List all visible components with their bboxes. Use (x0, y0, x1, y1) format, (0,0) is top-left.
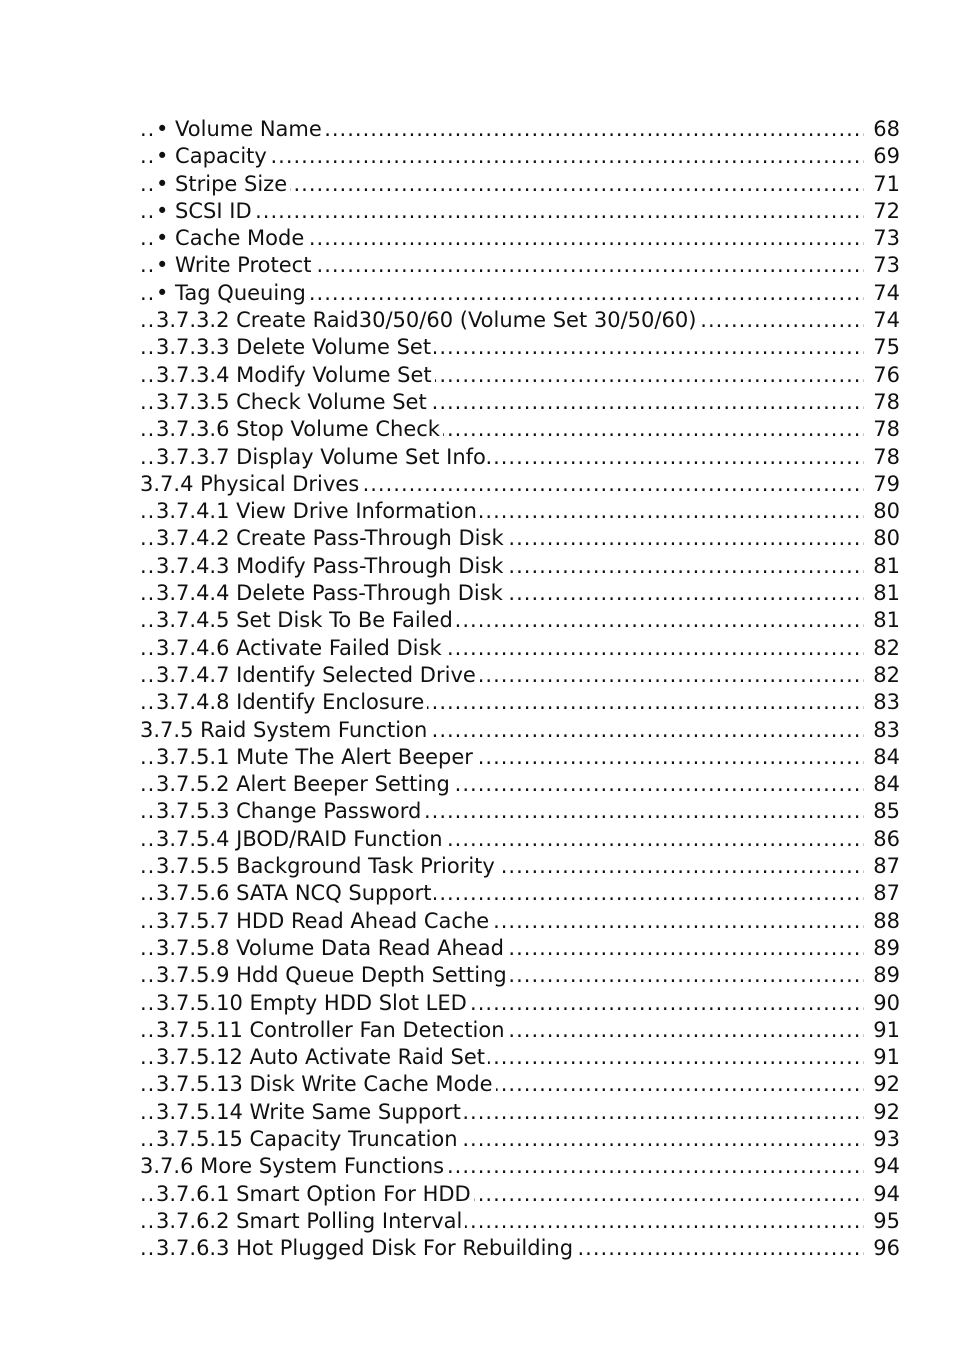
toc-entry[interactable] (140, 280, 900, 307)
toc-entry-page-number: 81 (869, 607, 900, 634)
toc-entry[interactable] (140, 1044, 900, 1071)
toc-entry-page-number: 82 (869, 635, 900, 662)
toc-entry[interactable] (140, 826, 900, 853)
toc-entry-page-number: 74 (869, 280, 900, 307)
toc-entry[interactable] (140, 1208, 900, 1235)
toc-entry-title: 3.7.3.7 Display Volume Set Info. (156, 445, 495, 469)
toc-entry[interactable] (140, 307, 900, 334)
toc-entry-page-number: 80 (869, 525, 900, 552)
toc-entry-title: 3.7.4 Physical Drives (140, 472, 362, 496)
toc-entry[interactable] (140, 635, 900, 662)
toc-entry[interactable] (140, 1017, 900, 1044)
toc-entry[interactable] (140, 198, 900, 225)
toc-entry[interactable] (140, 962, 900, 989)
toc-entry-title: 3.7.4.1 View Drive Information (156, 499, 480, 523)
toc-entry-title: • Capacity (156, 144, 270, 168)
toc-entry-page-number: 71 (869, 171, 900, 198)
toc-entry-page-number: 78 (869, 416, 900, 443)
toc-entry-title: 3.7.5.8 Volume Data Read Ahead (156, 936, 507, 960)
toc-entry-title: 3.7.4.8 Identify Enclosure (156, 690, 427, 714)
toc-entry-page-number: 84 (869, 771, 900, 798)
toc-entry[interactable] (140, 689, 900, 716)
toc-entry[interactable] (140, 880, 900, 907)
toc-entry-title: 3.7.6.1 Smart Option For HDD (156, 1182, 474, 1206)
toc-entry-title: 3.7.5.2 Alert Beeper Setting (156, 772, 453, 796)
toc-entry-page-number: 88 (869, 908, 900, 935)
toc-entry-title: 3.7.5.7 HDD Read Ahead Cache (156, 909, 492, 933)
toc-entry-page-number: 92 (869, 1071, 900, 1098)
toc-entry[interactable] (140, 362, 900, 389)
toc-entry-page-number: 79 (869, 471, 900, 498)
toc-entry-title: 3.7.6.3 Hot Plugged Disk For Rebuilding (156, 1236, 576, 1260)
toc-entry-page-number: 81 (869, 580, 900, 607)
toc-entry[interactable] (140, 525, 900, 552)
toc-entry[interactable] (140, 334, 900, 361)
toc-entry[interactable] (140, 1235, 900, 1262)
toc-entry-page-number: 91 (869, 1017, 900, 1044)
toc-entry-title: 3.7.4.3 Modify Pass-Through Disk (156, 554, 506, 578)
toc-entry-title: 3.7.4.4 Delete Pass-Through Disk (156, 581, 506, 605)
toc-entry-page-number: 85 (869, 798, 900, 825)
toc-entry-title: 3.7.6.2 Smart Polling Interval (156, 1209, 465, 1233)
toc-entry-page-number: 78 (869, 444, 900, 471)
toc-entry-title: 3.7.5.3 Change Password (156, 799, 424, 823)
toc-entry-page-number: 78 (869, 389, 900, 416)
toc-entry-page-number: 86 (869, 826, 900, 853)
toc-entry-page-number: 81 (869, 553, 900, 580)
toc-entry-title: 3.7.5.9 Hdd Queue Depth Setting (156, 963, 510, 987)
toc-entry[interactable] (140, 1099, 900, 1126)
toc-entry-page-number: 75 (869, 334, 900, 361)
toc-entry-title: 3.7.4.7 Identify Selected Drive (156, 663, 479, 687)
toc-entry[interactable] (140, 252, 900, 279)
toc-entry-page-number: 76 (869, 362, 900, 389)
toc-entry[interactable] (140, 1181, 900, 1208)
toc-entry-title: 3.7.5.12 Auto Activate Raid Set (156, 1045, 488, 1069)
toc-entry[interactable] (140, 580, 900, 607)
toc-entry[interactable] (140, 143, 900, 170)
toc-entry-page-number: 94 (869, 1181, 900, 1208)
toc-entry-page-number: 69 (869, 143, 900, 170)
toc-entry-title: • Tag Queuing (156, 281, 309, 305)
toc-entry[interactable] (140, 853, 900, 880)
toc-entry[interactable] (140, 444, 900, 471)
toc-entry-page-number: 89 (869, 935, 900, 962)
toc-entry-title: • SCSI ID (156, 199, 255, 223)
toc-entry-title: 3.7.5.13 Disk Write Cache Mode (156, 1072, 496, 1096)
toc-entry-title: 3.7.4.6 Activate Failed Disk (156, 636, 445, 660)
toc-entry[interactable] (140, 1153, 900, 1180)
toc-entry[interactable] (140, 744, 900, 771)
toc-entry-title: 3.7.5 Raid System Function (140, 718, 430, 742)
toc-entry-page-number: 73 (869, 252, 900, 279)
toc-entry-title: 3.7.5.10 Empty HDD Slot LED (156, 991, 470, 1015)
toc-entry-title: 3.7.3.2 Create Raid30/50/60 (Volume Set 30/50/60) (156, 308, 699, 332)
toc-entry-page-number: 73 (869, 225, 900, 252)
toc-entry-page-number: 82 (869, 662, 900, 689)
toc-entry-title: 3.7.4.2 Create Pass-Through Disk (156, 526, 507, 550)
toc-entry-title: 3.7.5.5 Background Task Priority (156, 854, 498, 878)
toc-entry[interactable] (140, 498, 900, 525)
toc-entry-page-number: 84 (869, 744, 900, 771)
toc-entry[interactable] (140, 908, 900, 935)
toc-entry-page-number: 72 (869, 198, 900, 225)
toc-entry-page-number: 87 (869, 880, 900, 907)
toc-entry-page-number: 74 (869, 307, 900, 334)
toc-entry-title: 3.7.5.14 Write Same Support (156, 1100, 464, 1124)
toc-entry-title: • Cache Mode (156, 226, 307, 250)
toc-entry-page-number: 83 (869, 717, 900, 744)
table-of-contents (140, 116, 900, 1262)
toc-entry[interactable] (140, 471, 900, 498)
toc-entry-title: 3.7.5.11 Controller Fan Detection (156, 1018, 508, 1042)
toc-entry-title: 3.7.5.1 Mute The Alert Beeper (156, 745, 476, 769)
toc-entry-page-number: 96 (869, 1235, 900, 1262)
toc-entry-title: 3.7.3.3 Delete Volume Set (156, 335, 434, 359)
toc-entry-title: 3.7.3.4 Modify Volume Set (156, 363, 435, 387)
toc-entry-title: • Write Protect (156, 253, 314, 277)
toc-entry[interactable] (140, 171, 900, 198)
toc-entry-page-number: 93 (869, 1126, 900, 1153)
toc-entry-page-number: 89 (869, 962, 900, 989)
toc-entry-page-number: 68 (869, 116, 900, 143)
toc-entry-title: 3.7.4.5 Set Disk To Be Failed (156, 608, 456, 632)
toc-entry-title: 3.7.5.15 Capacity Truncation (156, 1127, 461, 1151)
toc-entry-title: 3.7.5.6 SATA NCQ Support (156, 881, 434, 905)
toc-entry-title: 3.7.3.5 Check Volume Set (156, 390, 430, 414)
toc-entry-page-number: 90 (869, 990, 900, 1017)
toc-entry-page-number: 95 (869, 1208, 900, 1235)
toc-entry-title: 3.7.5.4 JBOD/RAID Function (156, 827, 446, 851)
toc-entry[interactable] (140, 1071, 900, 1098)
toc-entry[interactable] (140, 935, 900, 962)
toc-entry-page-number: 91 (869, 1044, 900, 1071)
toc-entry[interactable] (140, 662, 900, 689)
toc-entry-title: 3.7.3.6 Stop Volume Check (156, 417, 443, 441)
toc-entry[interactable] (140, 416, 900, 443)
toc-entry[interactable] (140, 798, 900, 825)
toc-entry[interactable] (140, 553, 900, 580)
toc-entry-title: • Volume Name (156, 117, 325, 141)
toc-entry[interactable] (140, 225, 900, 252)
toc-entry-page-number: 83 (869, 689, 900, 716)
toc-entry[interactable] (140, 771, 900, 798)
toc-entry[interactable] (140, 990, 900, 1017)
toc-entry[interactable] (140, 389, 900, 416)
toc-entry[interactable] (140, 116, 900, 143)
toc-entry-title: 3.7.6 More System Functions (140, 1154, 447, 1178)
toc-entry-title: • Stripe Size (156, 172, 290, 196)
toc-entry-page-number: 92 (869, 1099, 900, 1126)
toc-entry[interactable] (140, 1126, 900, 1153)
toc-entry[interactable] (140, 607, 900, 634)
toc-entry-page-number: 80 (869, 498, 900, 525)
toc-entry-page-number: 94 (869, 1153, 900, 1180)
toc-entry[interactable] (140, 717, 900, 744)
toc-entry-page-number: 87 (869, 853, 900, 880)
